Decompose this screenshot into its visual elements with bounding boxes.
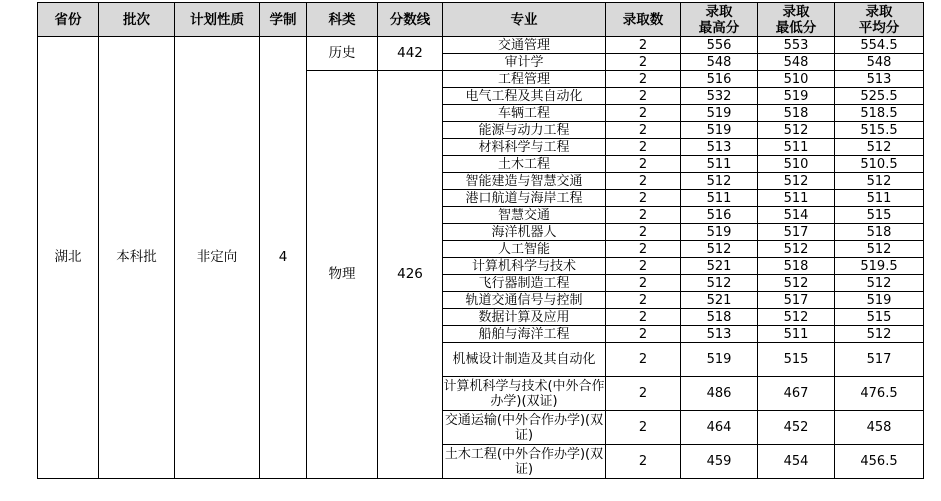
count-cell: 2	[606, 139, 681, 156]
count-cell: 2	[606, 377, 681, 411]
min-score-cell: 517	[758, 292, 835, 309]
min-score-cell: 512	[758, 309, 835, 326]
avg-score-cell: 515	[835, 309, 924, 326]
count-cell: 2	[606, 122, 681, 139]
max-score-cell: 512	[681, 173, 758, 190]
count-cell: 2	[606, 71, 681, 88]
max-score-cell: 512	[681, 241, 758, 258]
count-cell: 2	[606, 445, 681, 479]
avg-score-cell: 476.5	[835, 377, 924, 411]
avg-score-cell: 513	[835, 71, 924, 88]
count-cell: 2	[606, 309, 681, 326]
major-cell: 轨道交通信号与控制	[443, 292, 606, 309]
min-score-cell: 511	[758, 326, 835, 343]
avg-score-cell: 512	[835, 139, 924, 156]
header-avg-score: 录取 平均分	[835, 3, 924, 37]
count-cell: 2	[606, 241, 681, 258]
max-score-cell: 518	[681, 309, 758, 326]
max-score-cell: 511	[681, 156, 758, 173]
subject-cell: 历史	[307, 37, 378, 71]
count-cell: 2	[606, 258, 681, 275]
avg-score-cell: 511	[835, 190, 924, 207]
header-subject: 科类	[307, 3, 378, 37]
min-score-cell: 467	[758, 377, 835, 411]
major-cell: 船舶与海洋工程	[443, 326, 606, 343]
max-score-cell: 516	[681, 207, 758, 224]
header-row	[38, 3, 924, 37]
min-score-cell: 515	[758, 343, 835, 377]
count-cell: 2	[606, 207, 681, 224]
min-score-cell: 514	[758, 207, 835, 224]
plan-type-cell: 非定向	[175, 37, 260, 479]
major-cell: 材料科学与工程	[443, 139, 606, 156]
major-cell: 港口航道与海岸工程	[443, 190, 606, 207]
avg-score-cell: 517	[835, 343, 924, 377]
max-score-cell: 548	[681, 54, 758, 71]
admission-table	[37, 2, 924, 479]
count-cell: 2	[606, 37, 681, 54]
avg-score-cell: 510.5	[835, 156, 924, 173]
header-duration: 学制	[260, 3, 307, 37]
header-min-score: 录取 最低分	[758, 3, 835, 37]
min-score-cell: 512	[758, 241, 835, 258]
cutoff-cell: 426	[378, 71, 443, 479]
min-score-cell: 510	[758, 156, 835, 173]
avg-score-cell: 512	[835, 241, 924, 258]
header-plan-type: 计划性质	[175, 3, 260, 37]
min-score-cell: 519	[758, 88, 835, 105]
min-score-cell: 518	[758, 105, 835, 122]
major-cell: 电气工程及其自动化	[443, 88, 606, 105]
count-cell: 2	[606, 292, 681, 309]
count-cell: 2	[606, 156, 681, 173]
min-score-cell: 517	[758, 224, 835, 241]
count-cell: 2	[606, 275, 681, 292]
count-cell: 2	[606, 326, 681, 343]
major-cell: 土木工程	[443, 156, 606, 173]
major-cell: 计算机科学与技术(中外合作办学)(双证)	[443, 378, 605, 409]
major-cell: 机械设计制造及其自动化	[443, 343, 606, 377]
min-score-cell: 454	[758, 445, 835, 479]
min-score-cell: 510	[758, 71, 835, 88]
major-cell: 数据计算及应用	[443, 309, 606, 326]
avg-score-cell: 456.5	[835, 445, 924, 479]
major-cell: 车辆工程	[443, 105, 606, 122]
avg-score-cell: 525.5	[835, 88, 924, 105]
avg-score-cell: 512	[835, 173, 924, 190]
duration-cell: 4	[260, 37, 307, 479]
major-cell: 工程管理	[443, 71, 606, 88]
max-score-cell: 532	[681, 88, 758, 105]
major-cell: 土木工程(中外合作办学)(双证)	[443, 445, 606, 479]
header-max-score: 录取 最高分	[681, 3, 758, 37]
avg-score-cell: 512	[835, 326, 924, 343]
count-cell: 2	[606, 411, 681, 445]
subject-cell: 物理	[307, 71, 378, 479]
min-score-cell: 548	[758, 54, 835, 71]
min-score-cell: 512	[758, 122, 835, 139]
major-cell: 人工智能	[443, 241, 606, 258]
major-cell: 智能建造与智慧交通	[443, 173, 606, 190]
province-cell: 湖北	[38, 37, 99, 479]
avg-score-cell: 519	[835, 292, 924, 309]
min-score-cell: 511	[758, 190, 835, 207]
avg-score-cell: 518	[835, 224, 924, 241]
count-cell: 2	[606, 173, 681, 190]
max-score-cell: 513	[681, 326, 758, 343]
max-score-cell: 516	[681, 71, 758, 88]
cutoff-cell: 442	[378, 37, 443, 71]
max-score-cell: 513	[681, 139, 758, 156]
max-score-cell: 486	[681, 377, 758, 411]
header-batch: 批次	[99, 3, 175, 37]
avg-score-cell: 512	[835, 275, 924, 292]
max-score-cell: 464	[681, 411, 758, 445]
min-score-cell: 511	[758, 139, 835, 156]
max-score-cell: 512	[681, 275, 758, 292]
major-cell: 海洋机器人	[443, 224, 606, 241]
max-score-cell: 556	[681, 37, 758, 54]
min-score-cell: 518	[758, 258, 835, 275]
max-score-cell: 511	[681, 190, 758, 207]
major-cell: 审计学	[443, 54, 606, 71]
max-score-cell: 521	[681, 258, 758, 275]
max-score-cell: 519	[681, 343, 758, 377]
avg-score-cell: 554.5	[835, 37, 924, 54]
major-cell: 交通运输(中外合作办学)(双证)	[443, 411, 606, 445]
batch-cell: 本科批	[99, 37, 175, 479]
table-row	[38, 37, 924, 54]
count-cell: 2	[606, 343, 681, 377]
header-count: 录取数	[606, 3, 681, 37]
count-cell: 2	[606, 105, 681, 122]
min-score-cell: 512	[758, 173, 835, 190]
max-score-cell: 519	[681, 105, 758, 122]
min-score-cell: 512	[758, 275, 835, 292]
major-cell: 飞行器制造工程	[443, 275, 606, 292]
max-score-cell: 459	[681, 445, 758, 479]
count-cell: 2	[606, 54, 681, 71]
avg-score-cell: 548	[835, 54, 924, 71]
max-score-cell: 521	[681, 292, 758, 309]
major-cell: 智慧交通	[443, 207, 606, 224]
avg-score-cell: 519.5	[835, 258, 924, 275]
max-score-cell: 519	[681, 224, 758, 241]
avg-score-cell: 458	[835, 411, 924, 445]
max-score-cell: 519	[681, 122, 758, 139]
min-score-cell: 553	[758, 37, 835, 54]
major-cell: 交通管理	[443, 37, 606, 54]
major-cell: 计算机科学与技术	[443, 258, 606, 275]
count-cell: 2	[606, 224, 681, 241]
major-cell: 能源与动力工程	[443, 122, 606, 139]
header-cutoff: 分数线	[378, 3, 443, 37]
avg-score-cell: 515.5	[835, 122, 924, 139]
header-major: 专业	[443, 3, 606, 37]
min-score-cell: 452	[758, 411, 835, 445]
header-province: 省份	[38, 3, 99, 37]
count-cell: 2	[606, 190, 681, 207]
avg-score-cell: 515	[835, 207, 924, 224]
avg-score-cell: 518.5	[835, 105, 924, 122]
count-cell: 2	[606, 88, 681, 105]
